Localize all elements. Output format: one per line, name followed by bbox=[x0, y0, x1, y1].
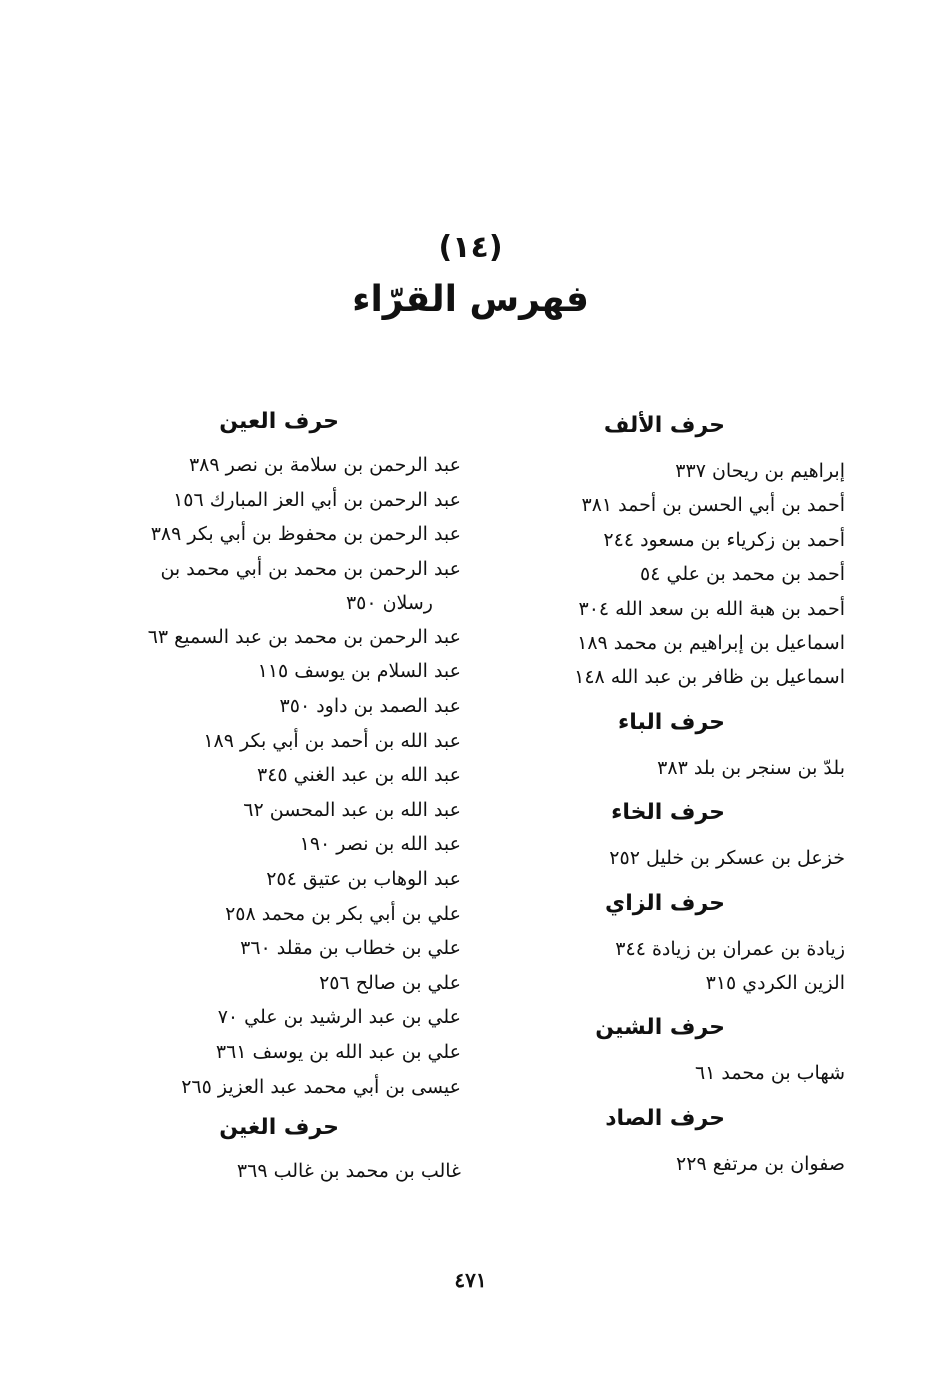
index-entry: غالب بن محمد بن غالب ٣٦٩ bbox=[236, 1160, 461, 1183]
section-kha bbox=[485, 795, 845, 875]
index-entry: عبد الله بن أحمد بن أبي بكر ١٨٩ bbox=[203, 729, 461, 752]
index-entry: إبراهيم بن ريحان ٣٣٧ bbox=[675, 460, 845, 482]
index-entry: عبد الله بن عبد المحسن ٦٢ bbox=[243, 798, 461, 821]
index-entry: عبد السلام بن يوسف ١١٥ bbox=[257, 660, 461, 683]
index-entry: بلدّ بن سنجر بن بلد ٣٨٣ bbox=[657, 756, 845, 779]
index-entry: عبد الله بن نصر ١٩٠ bbox=[299, 833, 461, 856]
index-entry: عبد الرحمن بن سلامة بن نصر ٣٨٩ bbox=[188, 454, 461, 476]
section-ghayn bbox=[61, 1110, 461, 1189]
section-heading: حرف الغين bbox=[219, 1115, 339, 1141]
index-entry: علي بن خطاب بن مقلد ٣٦٠ bbox=[240, 937, 461, 960]
section-heading: حرف الألف bbox=[603, 413, 725, 438]
index-entry: عبد الرحمن بن أبي العز المبارك ١٥٦ bbox=[173, 488, 461, 511]
index-entry: اسماعيل بن إبراهيم بن محمد ١٨٩ bbox=[577, 632, 845, 655]
index-entry: أحمد بن هبة الله بن سعد الله ٣٠٤ bbox=[578, 597, 845, 620]
section-heading: حرف العين bbox=[219, 409, 339, 434]
section-heading: حرف الخاء bbox=[611, 800, 725, 826]
section-heading: حرف الصاد bbox=[605, 1105, 725, 1131]
index-entry: عبد الصمد بن داود ٣٥٠ bbox=[279, 694, 461, 717]
index-entry: علي بن عبد الرشيد بن علي ٧٠ bbox=[217, 1006, 461, 1029]
index-title: فهرس القرّاء bbox=[352, 279, 589, 320]
section-zay bbox=[485, 886, 845, 1001]
section-alif bbox=[485, 408, 845, 695]
index-entry: علي بن أبي بكر بن محمد ٢٥٨ bbox=[225, 902, 461, 925]
index-entry: علي بن عبد الله بن يوسف ٣٦١ bbox=[215, 1040, 461, 1063]
section-heading: حرف الباء bbox=[617, 709, 725, 735]
entry-continuation: رسلان ٣٥٠ bbox=[345, 591, 433, 614]
index-entry: شهاب بن محمد ٦١ bbox=[694, 1062, 845, 1085]
index-entry: صفوان بن مرتفع ٢٢٩ bbox=[676, 1152, 845, 1175]
index-entry: عبد الله بن عبد الغني ٣٤٥ bbox=[256, 764, 461, 787]
index-header bbox=[0, 230, 941, 320]
section-heading: حرف الزاي bbox=[605, 890, 725, 916]
section-ayn bbox=[61, 404, 461, 1104]
right-column bbox=[485, 408, 845, 1181]
index-entry: اسماعيل بن ظافر بن عبد الله ١٤٨ bbox=[574, 666, 845, 689]
section-sad bbox=[485, 1101, 845, 1181]
index-entry: أحمد بن زكرياء بن مسعود ٢٤٤ bbox=[603, 528, 845, 551]
section-shin bbox=[485, 1010, 845, 1090]
section-heading: حرف الشين bbox=[595, 1015, 725, 1041]
index-entry: زيادة بن عمران بن زيادة ٣٤٤ bbox=[615, 937, 845, 960]
index-entry: خزعل بن عسكر بن خليل ٢٥٢ bbox=[609, 847, 845, 870]
index-number: (١٤) bbox=[438, 230, 503, 265]
left-column bbox=[61, 404, 461, 1189]
index-entry: أحمد بن محمد بن علي ٥٤ bbox=[640, 563, 845, 586]
index-entry: علي بن صالح ٢٥٦ bbox=[319, 971, 461, 994]
entry-first-line: عبد الرحمن بن محمد بن أبي محمد بن bbox=[160, 557, 461, 580]
index-entry: الزين الكردي ٣١٥ bbox=[705, 972, 845, 995]
section-ba bbox=[485, 705, 845, 785]
page-number: ٤٧١ bbox=[454, 1268, 487, 1292]
index-entry: عبد الرحمن بن محفوظ بن أبي بكر ٣٨٩ bbox=[150, 523, 461, 546]
index-entry: عبد الرحمن بن محمد بن عبد السميع ٦٣ bbox=[147, 625, 461, 648]
index-entry: عيسى بن أبي محمد عبد العزيز ٢٦٥ bbox=[181, 1075, 461, 1098]
index-entry: عبد الوهاب بن عتيق ٢٥٤ bbox=[266, 867, 461, 890]
index-entry-wrapped bbox=[61, 552, 461, 620]
index-entry: أحمد بن أبي الحسن بن أحمد ٣٨١ bbox=[581, 494, 845, 517]
